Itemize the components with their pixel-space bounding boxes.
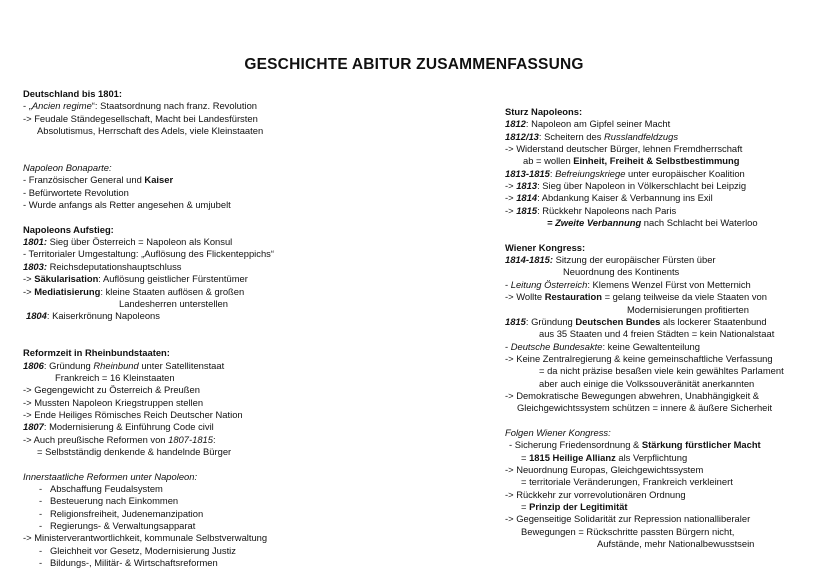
section-heading-innerstaatlich: Innerstaatliche Reformen unter Napoleon: bbox=[23, 470, 198, 482]
text-line: -> Demokratische Bewegungen abwehren, Unabhängigkeit & bbox=[505, 389, 760, 401]
text-line: - „Ancien regime“: Staatsordnung nach franz. Revolution bbox=[23, 100, 257, 112]
text-line: -> Auch preußische Reformen von 1807-1815: bbox=[23, 433, 216, 445]
text-line: aber auch einige die Volkssouveränität anerkannten bbox=[539, 377, 755, 389]
text-line: -> Feudale Ständegesellschaft, Macht bei Landesfürsten bbox=[23, 112, 258, 124]
text-line: - Leitung Österreich: Klemens Wenzel Fürst von Metternich bbox=[505, 278, 751, 290]
text-line: Gleichgewichtssystem schützen = innere & äußere Sicherheit bbox=[517, 402, 773, 414]
text-line: - Befürwortete Revolution bbox=[23, 186, 129, 198]
text-line: Absolutismus, Herrschaft des Adels, viele Kleinstaaten bbox=[37, 125, 264, 137]
text-line: 1801: Sieg über Österreich = Napoleon als Konsul bbox=[23, 236, 233, 248]
section-heading-sturz: Sturz Napoleons: bbox=[505, 106, 583, 117]
text-line: 1804: Kaiserkrönung Napoleons bbox=[26, 310, 160, 322]
text-line: -> 1815: Rückkehr Napoleons nach Paris bbox=[505, 204, 677, 216]
text-line: -> Keine Zentralregierung & keine gemeinschaftliche Verfassung bbox=[505, 352, 773, 364]
text-line: -> Ministerverantwortlichkeit, kommunale Selbstverwaltung bbox=[23, 532, 268, 544]
text-line: 1812/13: Scheitern des Russlandfeldzugs bbox=[505, 130, 679, 142]
text-line: -> Gegenseitige Solidarität zur Repression nationalliberaler bbox=[505, 513, 751, 525]
text-line: -> Wollte Restauration = gelang teilweise da viele Staaten von bbox=[505, 291, 767, 303]
text-line: 1814-1815: Sitzung der europäischer Fürsten über bbox=[505, 254, 716, 266]
text-line: -> Neuordnung Europas, Gleichgewichtssystem bbox=[505, 463, 704, 475]
section-heading-bonaparte: Napoleon Bonaparte: bbox=[23, 162, 112, 174]
text-line: = da nicht präzise besaßen viele kein gewähltes Parlament bbox=[539, 365, 784, 377]
text-line: 1815: Gründung Deutschen Bundes als lockerer Staatenbund bbox=[505, 315, 767, 327]
text-line: - Sicherung Friedensordnung & Stärkung fürstlicher Macht bbox=[509, 439, 761, 451]
section-heading-folgen: Folgen Wiener Kongress: bbox=[505, 426, 611, 438]
text-line: Aufstände, mehr Nationalbewusstsein bbox=[597, 538, 755, 550]
right-column bbox=[505, 106, 784, 550]
text-line: -> Säkularisation: Auflösung geistlicher Fürstentümer bbox=[23, 273, 248, 285]
list-item: - Besteuerung nach Einkommen bbox=[39, 495, 179, 507]
text-line: -> Ende Heiliges Römisches Reich Deutscher Nation bbox=[23, 408, 243, 420]
text-line: Modernisierungen profitierten bbox=[627, 303, 749, 315]
text-line: Neuordnung des Kontinents bbox=[563, 266, 680, 278]
text-line: Landesherren unterstellen bbox=[119, 297, 228, 309]
text-line: -> Mussten Napoleon Kriegstruppen stellen bbox=[23, 396, 204, 408]
text-line: ab = wollen Einheit, Freiheit & Selbstbestimmung bbox=[523, 155, 740, 167]
text-line: -> Widerstand deutscher Bürger, lehnen Fremdherrschaft bbox=[505, 143, 743, 155]
list-item: - Gleichheit vor Gesetz, Modernisierung Justiz bbox=[39, 544, 236, 556]
list-item: - Bildungs-, Militär- & Wirtschaftsreformen bbox=[39, 557, 218, 569]
text-line: = territoriale Veränderungen, Frankreich verkleinert bbox=[521, 476, 733, 488]
section-heading-reformzeit: Reformzeit in Rheinbundstaaten: bbox=[23, 347, 170, 359]
page-title: GESCHICHTE ABITUR ZUSAMMENFASSUNG bbox=[244, 56, 584, 73]
text-line: 1813-1815: Befreiungskriege unter europäischer Koalition bbox=[505, 167, 745, 179]
text-line: - Territorialer Umgestaltung: „Auflösung des Flickenteppichs“ bbox=[23, 248, 274, 260]
text-line: 1812: Napoleon am Gipfel seiner Macht bbox=[505, 118, 671, 130]
text-line: = Zweite Verbannung nach Schlacht bei Waterloo bbox=[547, 217, 758, 229]
text-line: aus 35 Staaten und 4 freien Städten = kein Nationalstaat bbox=[539, 328, 775, 340]
list-item: - Abschaffung Feudalsystem bbox=[39, 483, 163, 494]
text-line: - Deutsche Bundesakte: keine Gewaltenteilung bbox=[505, 340, 700, 352]
text-line: -> Mediatisierung: kleine Staaten auflösen & großen bbox=[23, 285, 245, 297]
list-item: - Religionsfreiheit, Judenemanzipation bbox=[39, 507, 204, 519]
text-line: Frankreich = 16 Kleinstaaten bbox=[55, 371, 175, 383]
text-line: - Französischer General und Kaiser bbox=[23, 174, 174, 186]
text-line: -> Gegengewicht zu Österreich & Preußen bbox=[23, 384, 200, 396]
text-line: = 1815 Heilige Allianz als Verpflichtung bbox=[521, 451, 688, 463]
text-line: 1806: Gründung Rheinbund unter Satellitenstaat bbox=[23, 359, 225, 371]
text-line: -> Rückkehr zur vorrevolutionären Ordnung bbox=[505, 488, 686, 500]
text-line: Bewegungen = Rückschritte passten Bürgern nicht, bbox=[521, 525, 735, 537]
list-item: - Regierungs- & Verwaltungsapparat bbox=[39, 520, 196, 532]
text-line: - Wurde anfangs als Retter angesehen & umjubelt bbox=[23, 199, 231, 211]
section-heading-aufstieg: Napoleons Aufstieg: bbox=[23, 223, 114, 235]
text-line: 1803: Reichsdeputationshauptschluss bbox=[23, 260, 182, 272]
section-heading-deutschland-1801: Deutschland bis 1801: bbox=[23, 88, 122, 99]
left-column bbox=[23, 88, 274, 569]
text-line: 1807: Modernisierung & Einführung Code civil bbox=[23, 421, 214, 433]
text-line: = Prinzip der Legitimität bbox=[521, 501, 628, 512]
text-line: -> 1813: Sieg über Napoleon in Völkerschlacht bei Leipzig bbox=[505, 180, 747, 192]
text-line: = Selbstständig denkende & handelnde Bürger bbox=[37, 445, 232, 457]
text-line: -> 1814: Abdankung Kaiser & Verbannung ins Exil bbox=[505, 192, 713, 204]
section-heading-wiener-kongress: Wiener Kongress: bbox=[505, 241, 586, 253]
